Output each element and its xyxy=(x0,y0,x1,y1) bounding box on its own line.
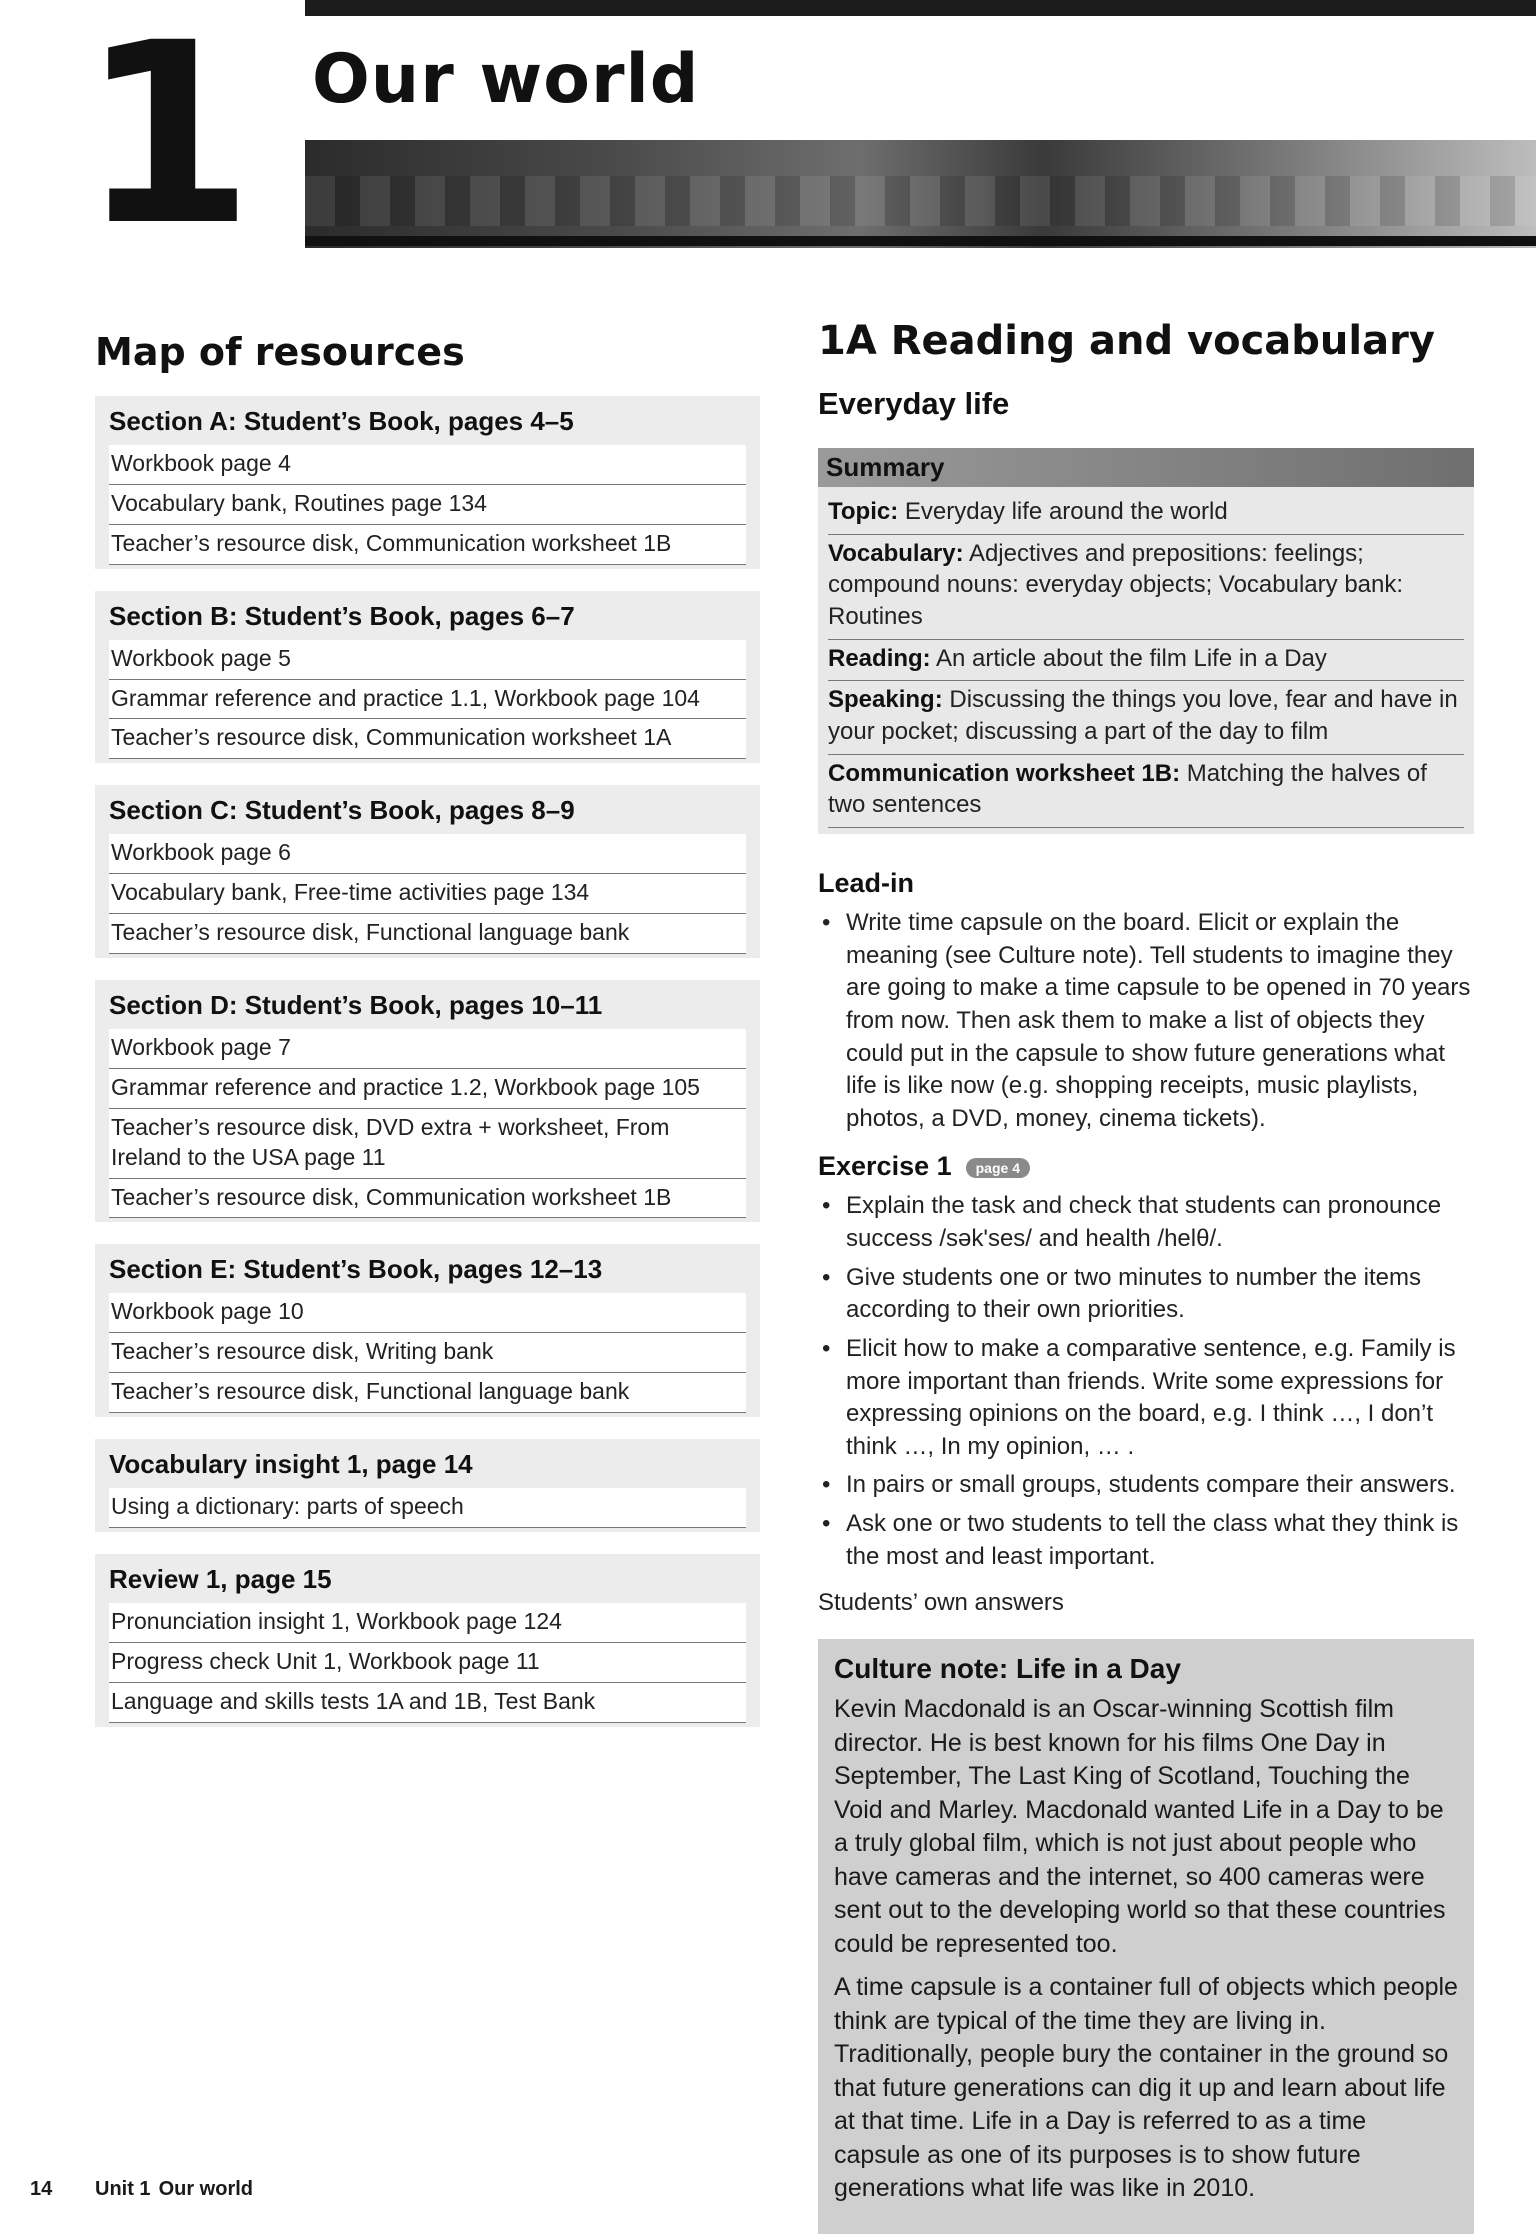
summary-label: Vocabulary: xyxy=(828,539,964,567)
exercise-list xyxy=(818,1190,1474,1573)
resource-item: Workbook page 6 xyxy=(109,834,746,874)
list-item: • Write time capsule on the board. Elicit or explain the meaning (see Culture note). Tell students to imagine they are going to make a time capsule to be opened in 70 years from now. Then ask them to make a list of objects they could put in the capsule to show future generations what life is like now (e.g. shopping receipts, music playlists, photos, a DVD, money, cinema tickets). xyxy=(818,907,1474,1135)
list-item: • In pairs or small groups, students compare their answers. xyxy=(818,1469,1474,1502)
resource-item: Teacher’s resource disk, Communication worksheet 1A xyxy=(109,719,746,759)
summary-label: Reading: xyxy=(828,644,931,672)
leadin-heading: Lead-in xyxy=(818,868,915,899)
list-item: • Ask one or two students to tell the class what they think is the most and least important. xyxy=(818,1508,1474,1573)
footer-unit: Unit 1 xyxy=(95,2178,151,2200)
map-section-vocabulary-insight xyxy=(95,1439,760,1532)
leadin-list xyxy=(818,907,1474,1135)
summary-row-speaking xyxy=(828,681,1464,754)
resource-item: Progress check Unit 1, Workbook page 11 xyxy=(109,1643,746,1683)
summary-box xyxy=(818,448,1474,834)
exercise-heading xyxy=(818,1151,1474,1182)
resource-item: Teacher’s resource disk, Writing bank xyxy=(109,1333,746,1373)
map-section-a xyxy=(95,396,760,569)
resource-item: Teacher’s resource disk, Communication worksheet 1B xyxy=(109,1179,746,1219)
page-badge: page 4 xyxy=(966,1158,1030,1178)
lesson-subheading: Everyday life xyxy=(818,386,1010,421)
map-section-review xyxy=(95,1554,760,1727)
header-bottom-rule xyxy=(305,236,1536,246)
resource-item: Workbook page 10 xyxy=(109,1293,746,1333)
summary-text: Adjectives and prepositions: feelings; compound nouns: everyday objects; Vocabulary bank: Routines xyxy=(828,539,1404,631)
resource-item: Workbook page 4 xyxy=(109,445,746,485)
header-photo-band xyxy=(305,140,1536,248)
page-title: Our world xyxy=(312,40,700,119)
resource-item: Grammar reference and practice 1.2, Workbook page 105 xyxy=(109,1069,746,1109)
lesson-heading: 1A Reading and vocabulary xyxy=(818,318,1435,364)
culture-note-box xyxy=(818,1639,1474,2234)
resource-item: Using a dictionary: parts of speech xyxy=(109,1488,746,1528)
summary-label: Topic: xyxy=(828,498,899,525)
exercise-title: Exercise 1 xyxy=(818,1151,952,1182)
unit-number-block xyxy=(0,0,305,280)
summary-text: Discussing the things you love, fear and have in your pocket; discussing a part of the day to film xyxy=(828,686,1458,746)
summary-text: An article about the film Life in a Day xyxy=(936,644,1327,672)
list-item: • Give students one or two minutes to number the items according to their own priorities. xyxy=(818,1262,1474,1327)
page-number: 14 xyxy=(30,2178,53,2200)
resource-item: Teacher’s resource disk, Functional language bank xyxy=(109,1373,746,1413)
unit-number: 1 xyxy=(80,0,244,280)
answers-text: Students’ own answers xyxy=(818,1589,1064,1617)
header-photo-strip xyxy=(305,176,1536,226)
resource-item: Vocabulary bank, Free-time activities page 134 xyxy=(109,874,746,914)
summary-heading: Summary xyxy=(818,448,1474,487)
summary-text: Matching the halves of two sentences xyxy=(828,759,1427,819)
resource-item: Vocabulary bank, Routines page 134 xyxy=(109,485,746,525)
map-section-e xyxy=(95,1244,760,1417)
section-title: Review 1, page 15 xyxy=(109,1564,332,1595)
list-item: • Elicit how to make a comparative sentence, e.g. Family is more important than friends. Write some expressions for expressing opinions on the board, e.g. I think …, I don’t think …, In my opinion, … . xyxy=(818,1333,1474,1464)
resource-item: Grammar reference and practice 1.1, Workbook page 104 xyxy=(109,680,746,720)
list-item: • Explain the task and check that students can pronounce success /sək'ses/ and health /helθ/. xyxy=(818,1190,1474,1255)
section-title: Vocabulary insight 1, page 14 xyxy=(109,1449,473,1480)
resource-item: Teacher’s resource disk, Communication worksheet 1B xyxy=(109,525,746,565)
map-section-b xyxy=(95,591,760,764)
culture-note-heading: Culture note: Life in a Day xyxy=(834,1653,1181,1685)
map-section-d xyxy=(95,980,760,1222)
summary-row-worksheet xyxy=(828,755,1464,828)
section-title: Section B: Student’s Book, pages 6–7 xyxy=(109,600,575,631)
summary-label: Speaking: xyxy=(828,686,943,714)
footer-unit-title: Our world xyxy=(158,2178,254,2200)
culture-paragraph: A time capsule is a container full of objects which people think are typical of the time they are living in. Traditionally, people bury the container in the ground so that future generations can dig it up and learn about life at that time. Life in a Day is referred to as a time capsule as one of its purposes is to show future generations what life was like in 2010. xyxy=(834,1973,1458,2203)
resource-item: Workbook page 7 xyxy=(109,1029,746,1069)
section-title: Section D: Student’s Book, pages 10–11 xyxy=(109,990,603,1021)
summary-row-vocabulary xyxy=(828,535,1464,640)
resource-item: Language and skills tests 1A and 1B, Test Bank xyxy=(109,1683,746,1723)
resource-item: Teacher’s resource disk, Functional language bank xyxy=(109,914,746,954)
summary-row-reading xyxy=(828,640,1464,682)
culture-paragraph: Kevin Macdonald is an Oscar-winning Scottish film director. He is best known for his films One Day in September, The Last King of Scotland, Touching the Void and Marley. Macdonald wanted Life in a Day to be a truly global film, which is not just about people who have cameras and the internet, so 400 cameras were sent out to the developing world so that these countries could be represented too. xyxy=(834,1695,1446,1958)
summary-text: Everyday life around the world xyxy=(904,498,1228,525)
section-title: Section E: Student’s Book, pages 12–13 xyxy=(109,1254,603,1285)
section-title: Section C: Student’s Book, pages 8–9 xyxy=(109,795,575,826)
footer-unit-label xyxy=(95,2178,261,2201)
lesson-column xyxy=(818,318,1474,2234)
section-title: Section A: Student’s Book, pages 4–5 xyxy=(109,406,574,436)
map-of-resources xyxy=(95,330,760,1749)
resource-item: Workbook page 5 xyxy=(109,640,746,680)
resource-item: Teacher’s resource disk, DVD extra + worksheet, From Ireland to the USA page 11 xyxy=(109,1109,746,1179)
map-section-c xyxy=(95,785,760,958)
header-top-bar xyxy=(305,0,1536,16)
summary-row-topic xyxy=(828,493,1464,535)
summary-label: Communication worksheet 1B: xyxy=(828,759,1181,787)
map-heading: Map of resources xyxy=(95,330,465,374)
resource-item: Pronunciation insight 1, Workbook page 124 xyxy=(109,1603,746,1643)
